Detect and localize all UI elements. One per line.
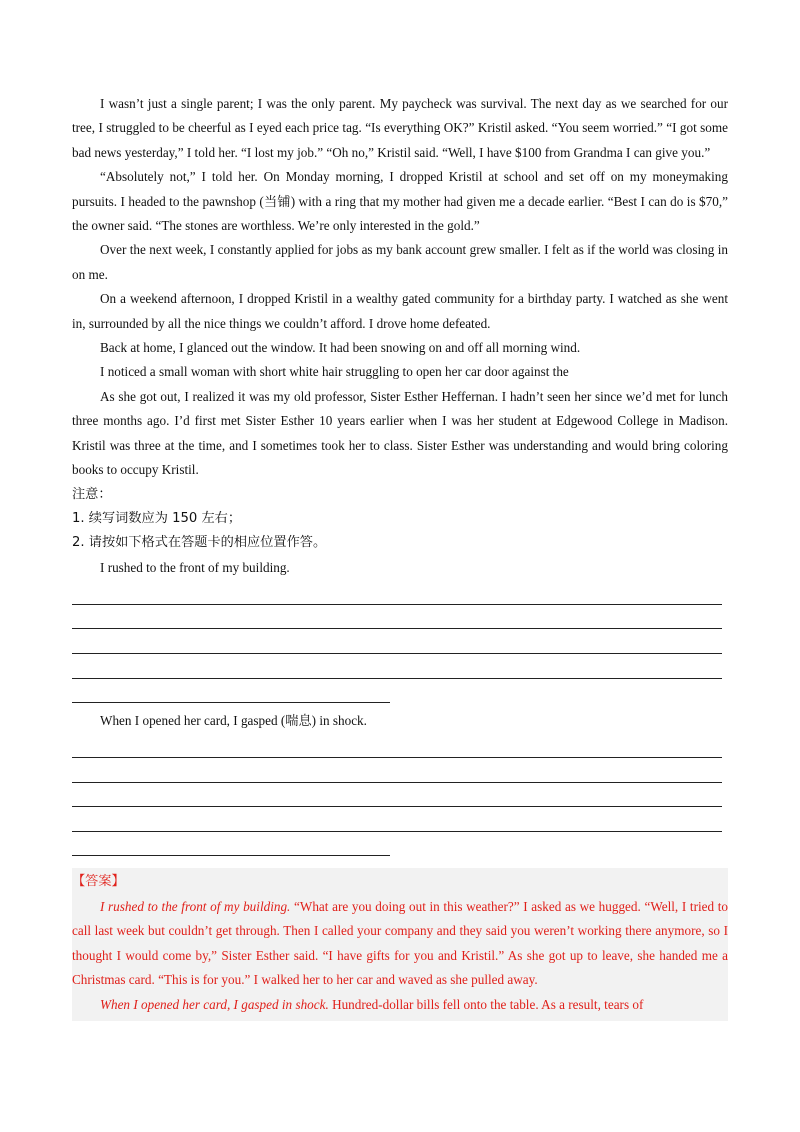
answer-lines-1[interactable] xyxy=(72,580,728,703)
answer-tag: 【答案】 xyxy=(72,874,125,890)
answer-body-2: Hundred-dollar bills fell onto the table. As a result, tears of xyxy=(328,996,644,1012)
writing-prompt-2: When I opened her card, I gasped (喘息) in shock. xyxy=(100,713,367,729)
answer-lead-2: When I opened her card, I gasped in shock. xyxy=(100,996,329,1012)
answer-line[interactable] xyxy=(72,629,722,654)
writing-section-2 xyxy=(72,709,728,856)
passage-paragraph-3: Over the next week, I constantly applied for jobs as my bank account grew smaller. I felt as if the world was closing in on me. xyxy=(72,242,728,282)
notes-item-1: 1. 续写词数应为 150 左右； xyxy=(72,510,242,526)
notes-item-2: 2. 请按如下格式在答题卡的相应位置作答。 xyxy=(72,535,327,551)
answer-lead-1: I rushed to the front of my building. xyxy=(100,898,291,914)
answer-body-1: “What are you doing out in this weather?” I asked as we hugged. “Well, I tried to call last week but couldn’t get through. Then I called your company and they said you weren’t working there anymore, so I thought I would come by,” Sister Esther said. “I have gifts for you and Kristil.” As she got up to leave, she handed me a Christmas card. “This is for you.” I walked her to her car and waved as she pulled away. xyxy=(72,898,728,988)
passage-paragraph-7: As she got out, I realized it was my old professor, Sister Esther Heffernan. I hadn’t seen her since we’d met for lunch three months ago. I’d first met Sister Esther 10 years earlier when I was her student at Edgewood College in Madison. Kristil was three at the time, and I sometimes took her to class. Sister Esther was understanding and would bring coloring books to occupy Kristil. xyxy=(72,388,728,478)
answer-box xyxy=(72,868,728,1020)
answer-line[interactable] xyxy=(72,734,722,759)
answer-line[interactable] xyxy=(72,605,722,630)
story-passage xyxy=(72,92,728,483)
passage-paragraph-4: On a weekend afternoon, I dropped Kristil in a wealthy gated community for a birthday party. I watched as she went in, surrounded by all the nice things we couldn’t afford. I drove home defeated. xyxy=(72,291,728,331)
answer-lines-2[interactable] xyxy=(72,734,728,857)
passage-paragraph-6: I noticed a small woman with short white hair struggling to open her car door against the xyxy=(100,364,569,380)
answer-line[interactable] xyxy=(72,832,390,857)
answer-paragraph-1 xyxy=(72,895,728,993)
notes-heading: 注意： xyxy=(72,486,112,502)
answer-paragraph-2 xyxy=(72,993,728,1017)
document-page xyxy=(72,92,728,1021)
answer-line[interactable] xyxy=(72,783,722,808)
writing-section-1 xyxy=(72,556,728,703)
answer-line[interactable] xyxy=(72,654,722,679)
answer-line[interactable] xyxy=(72,679,390,704)
answer-line[interactable] xyxy=(72,807,722,832)
passage-paragraph-5: Back at home, I glanced out the window. It had been snowing on and off all morning wind. xyxy=(100,340,581,356)
writing-prompt-1: I rushed to the front of my building. xyxy=(100,559,290,575)
passage-paragraph-1: I wasn’t just a single parent; I was the only parent. My paycheck was survival. The next day as we searched for our tree, I struggled to be cheerful as I eyed each price tag. “Is everything OK?” Kristil asked. “You seem worried.” “I got some bad news yesterday,” I told her. “I lost my job.” “Oh no,” Kristil said. “Well, I have $100 from Grandma I can give you.” xyxy=(72,96,728,160)
passage-paragraph-2: “Absolutely not,” I told her. On Monday morning, I dropped Kristil at school and set off on my moneymaking pursuits. I headed to the pawnshop (当铺) with a ring that my mother had given me a decade earlier. “Best I can do is $70,” the owner said. “The stones are worthless. We’re only interested in the gold.” xyxy=(72,169,728,234)
instructions xyxy=(72,483,728,556)
answer-line[interactable] xyxy=(72,758,722,783)
answer-line[interactable] xyxy=(72,580,722,605)
